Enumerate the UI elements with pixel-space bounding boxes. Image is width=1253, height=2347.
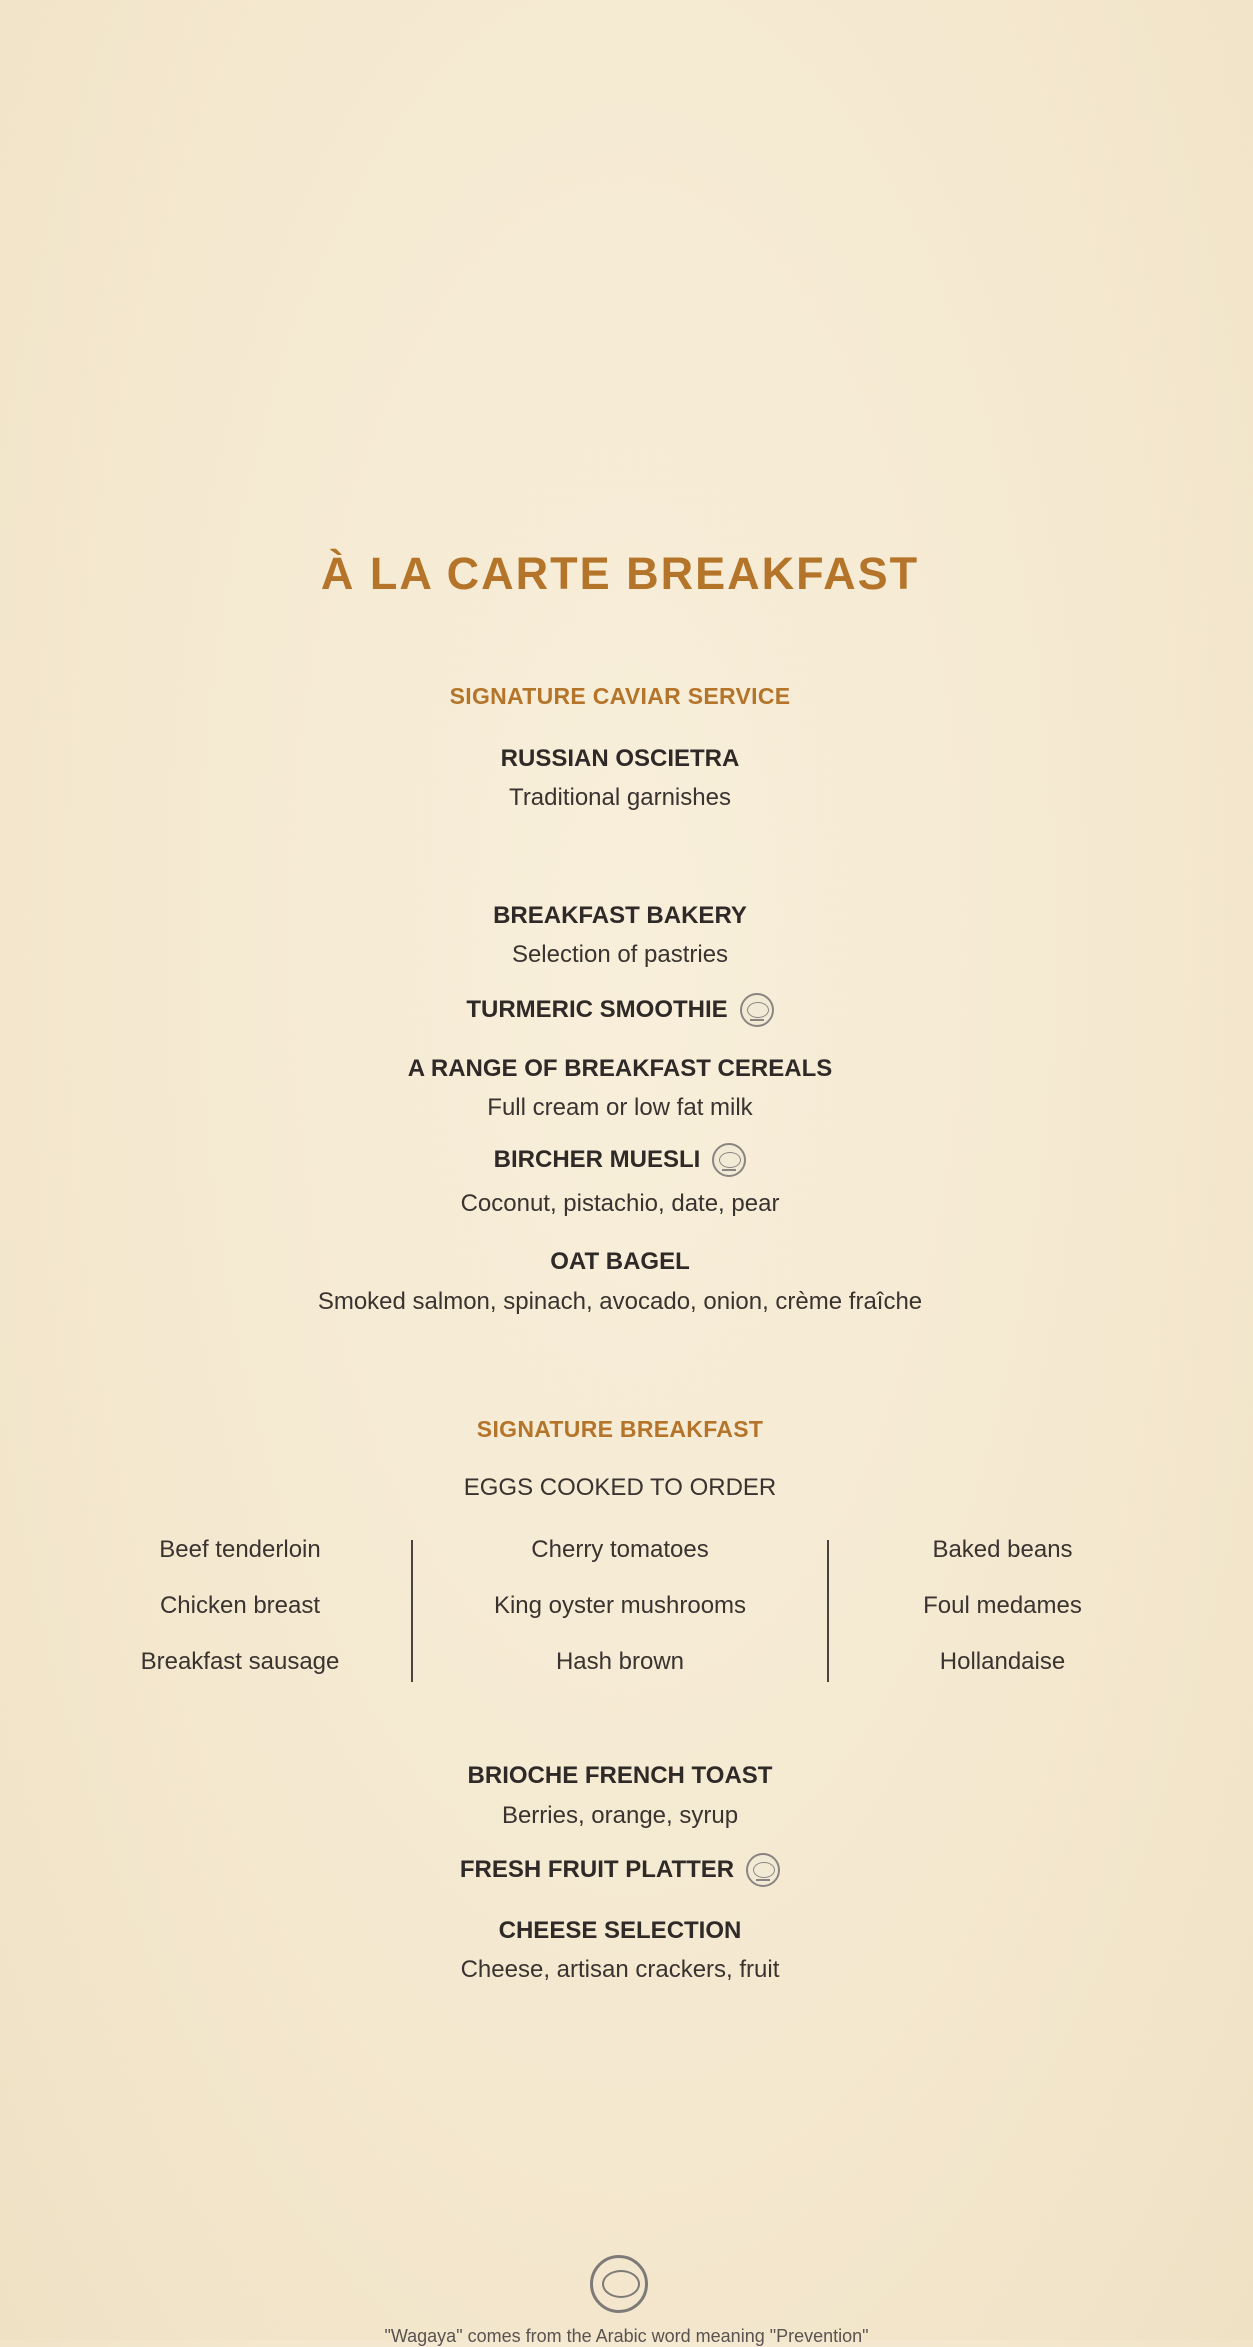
fruit-row <box>0 1853 1240 1887</box>
muesli-item-name: BIRCHER MUESLI <box>493 1146 701 1173</box>
toast-item-desc: Berries, orange, syrup <box>501 1802 739 1829</box>
list-item: Baked beans <box>932 1536 1073 1563</box>
signature-breakfast-heading: SIGNATURE BREAKFAST <box>476 1416 764 1442</box>
list-item: Foul medames <box>923 1592 1082 1619</box>
list-item: Beef tenderloin <box>159 1536 321 1563</box>
bakery-item-name: BREAKFAST BAKERY <box>493 902 747 929</box>
muesli-item-desc: Coconut, pistachio, date, pear <box>460 1190 780 1217</box>
footer-text: "Wagaya" comes from the Arabic word meaning "Prevention" <box>384 2326 869 2346</box>
brand-logo-icon <box>590 2255 648 2313</box>
eggs-subheading: EGGS COOKED TO ORDER <box>463 1474 777 1501</box>
col-left <box>90 1535 390 1703</box>
bakery-item-desc: Selection of pastries <box>511 941 729 968</box>
signature-breakfast-columns <box>0 1535 1253 1685</box>
toast-item-name: BRIOCHE FRENCH TOAST <box>467 1762 773 1789</box>
col-right <box>850 1535 1155 1703</box>
list-item: Hash brown <box>555 1648 685 1675</box>
smoothie-item-name: TURMERIC SMOOTHIE <box>466 996 728 1023</box>
cheese-item-desc: Cheese, artisan crackers, fruit <box>460 1956 780 1983</box>
list-item: Chicken breast <box>159 1592 321 1619</box>
smoothie-row <box>0 993 1240 1027</box>
cheese-item-name: CHEESE SELECTION <box>498 1917 742 1944</box>
caviar-section-heading: SIGNATURE CAVIAR SERVICE <box>449 683 791 709</box>
page-title: À LA CARTE BREAKFAST <box>320 548 920 599</box>
list-item: King oyster mushrooms <box>493 1592 747 1619</box>
wellness-badge-icon <box>746 1853 780 1887</box>
column-divider <box>411 1540 413 1682</box>
list-item: Breakfast sausage <box>140 1648 340 1675</box>
list-item: Hollandaise <box>939 1648 1066 1675</box>
bagel-item-desc: Smoked salmon, spinach, avocado, onion, crème fraîche <box>317 1288 923 1315</box>
wellness-badge-icon <box>712 1143 746 1177</box>
cereals-item-name: A RANGE OF BREAKFAST CEREALS <box>407 1055 833 1082</box>
bagel-item-name: OAT BAGEL <box>550 1248 690 1275</box>
col-mid <box>420 1535 820 1703</box>
caviar-item-desc: Traditional garnishes <box>509 784 731 811</box>
cereals-item-desc: Full cream or low fat milk <box>487 1094 753 1121</box>
list-item: Cherry tomatoes <box>531 1536 709 1563</box>
caviar-item-name: RUSSIAN OSCIETRA <box>500 745 740 772</box>
wellness-badge-icon <box>740 993 774 1027</box>
fruit-item-name: FRESH FRUIT PLATTER <box>459 1856 735 1883</box>
column-divider <box>827 1540 829 1682</box>
muesli-row <box>0 1143 1240 1177</box>
